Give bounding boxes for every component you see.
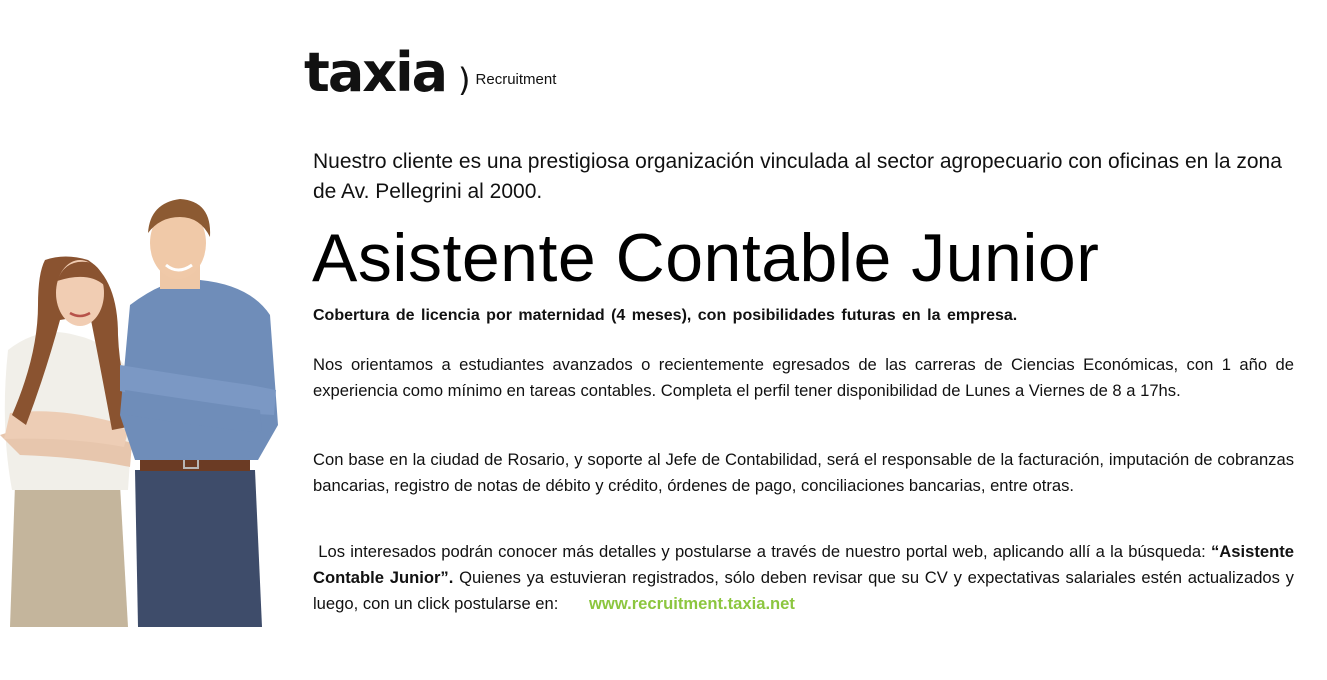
application-paragraph [313, 539, 1294, 617]
intro-text: Nuestro cliente es una prestigiosa organización vinculada al sector agropecuario con oficinas en la zona de Av. Pellegrini al 2000. [313, 150, 1282, 203]
responsibilities-paragraph: Con base en la ciudad de Rosario, y soporte al Jefe de Contabilidad, será el responsable de la facturación, imputación de cobranzas bancarias, registro de notas de débito y crédito, órdenes de pago, conciliaciones bancarias, entre otras. [313, 450, 1294, 495]
portal-link[interactable]: www.recruitment.taxia.net [589, 594, 795, 613]
search-name: “Asistente Contable Junior”. [313, 542, 1294, 587]
taxia-logo [304, 40, 557, 104]
application-text-2: Quienes ya estuvieran registrados, sólo deben revisar que su CV y expectativas salariales estén actualizados y luego, con un click postularse en: [313, 568, 1294, 613]
job-title: Asistente Contable Junior [312, 220, 1100, 296]
logo-subtitle: Recruitment [475, 71, 557, 88]
job-subtitle: Cobertura de licencia por maternidad (4 meses), con posibilidades futuras en la empresa. [313, 307, 1018, 324]
woman-figure [0, 257, 138, 628]
application-text-1: Los interesados podrán conocer más detalles y postularse a través de nuestro portal web, aplicando allí a la búsqueda: [318, 542, 1206, 561]
people-photo [0, 185, 290, 627]
man-figure [120, 199, 278, 627]
logo-wordmark: taxia [304, 41, 447, 104]
profile-paragraph: Nos orientamos a estudiantes avanzados o recientemente egresados de las carreras de Ciencias Económicas, con 1 año de experiencia como mínimo en tareas contables. Completa el perfil tener disponibilidad de Lunes a Viernes de 8 a 17hs. [313, 355, 1294, 400]
logo-parenthesis: ) [458, 61, 471, 99]
